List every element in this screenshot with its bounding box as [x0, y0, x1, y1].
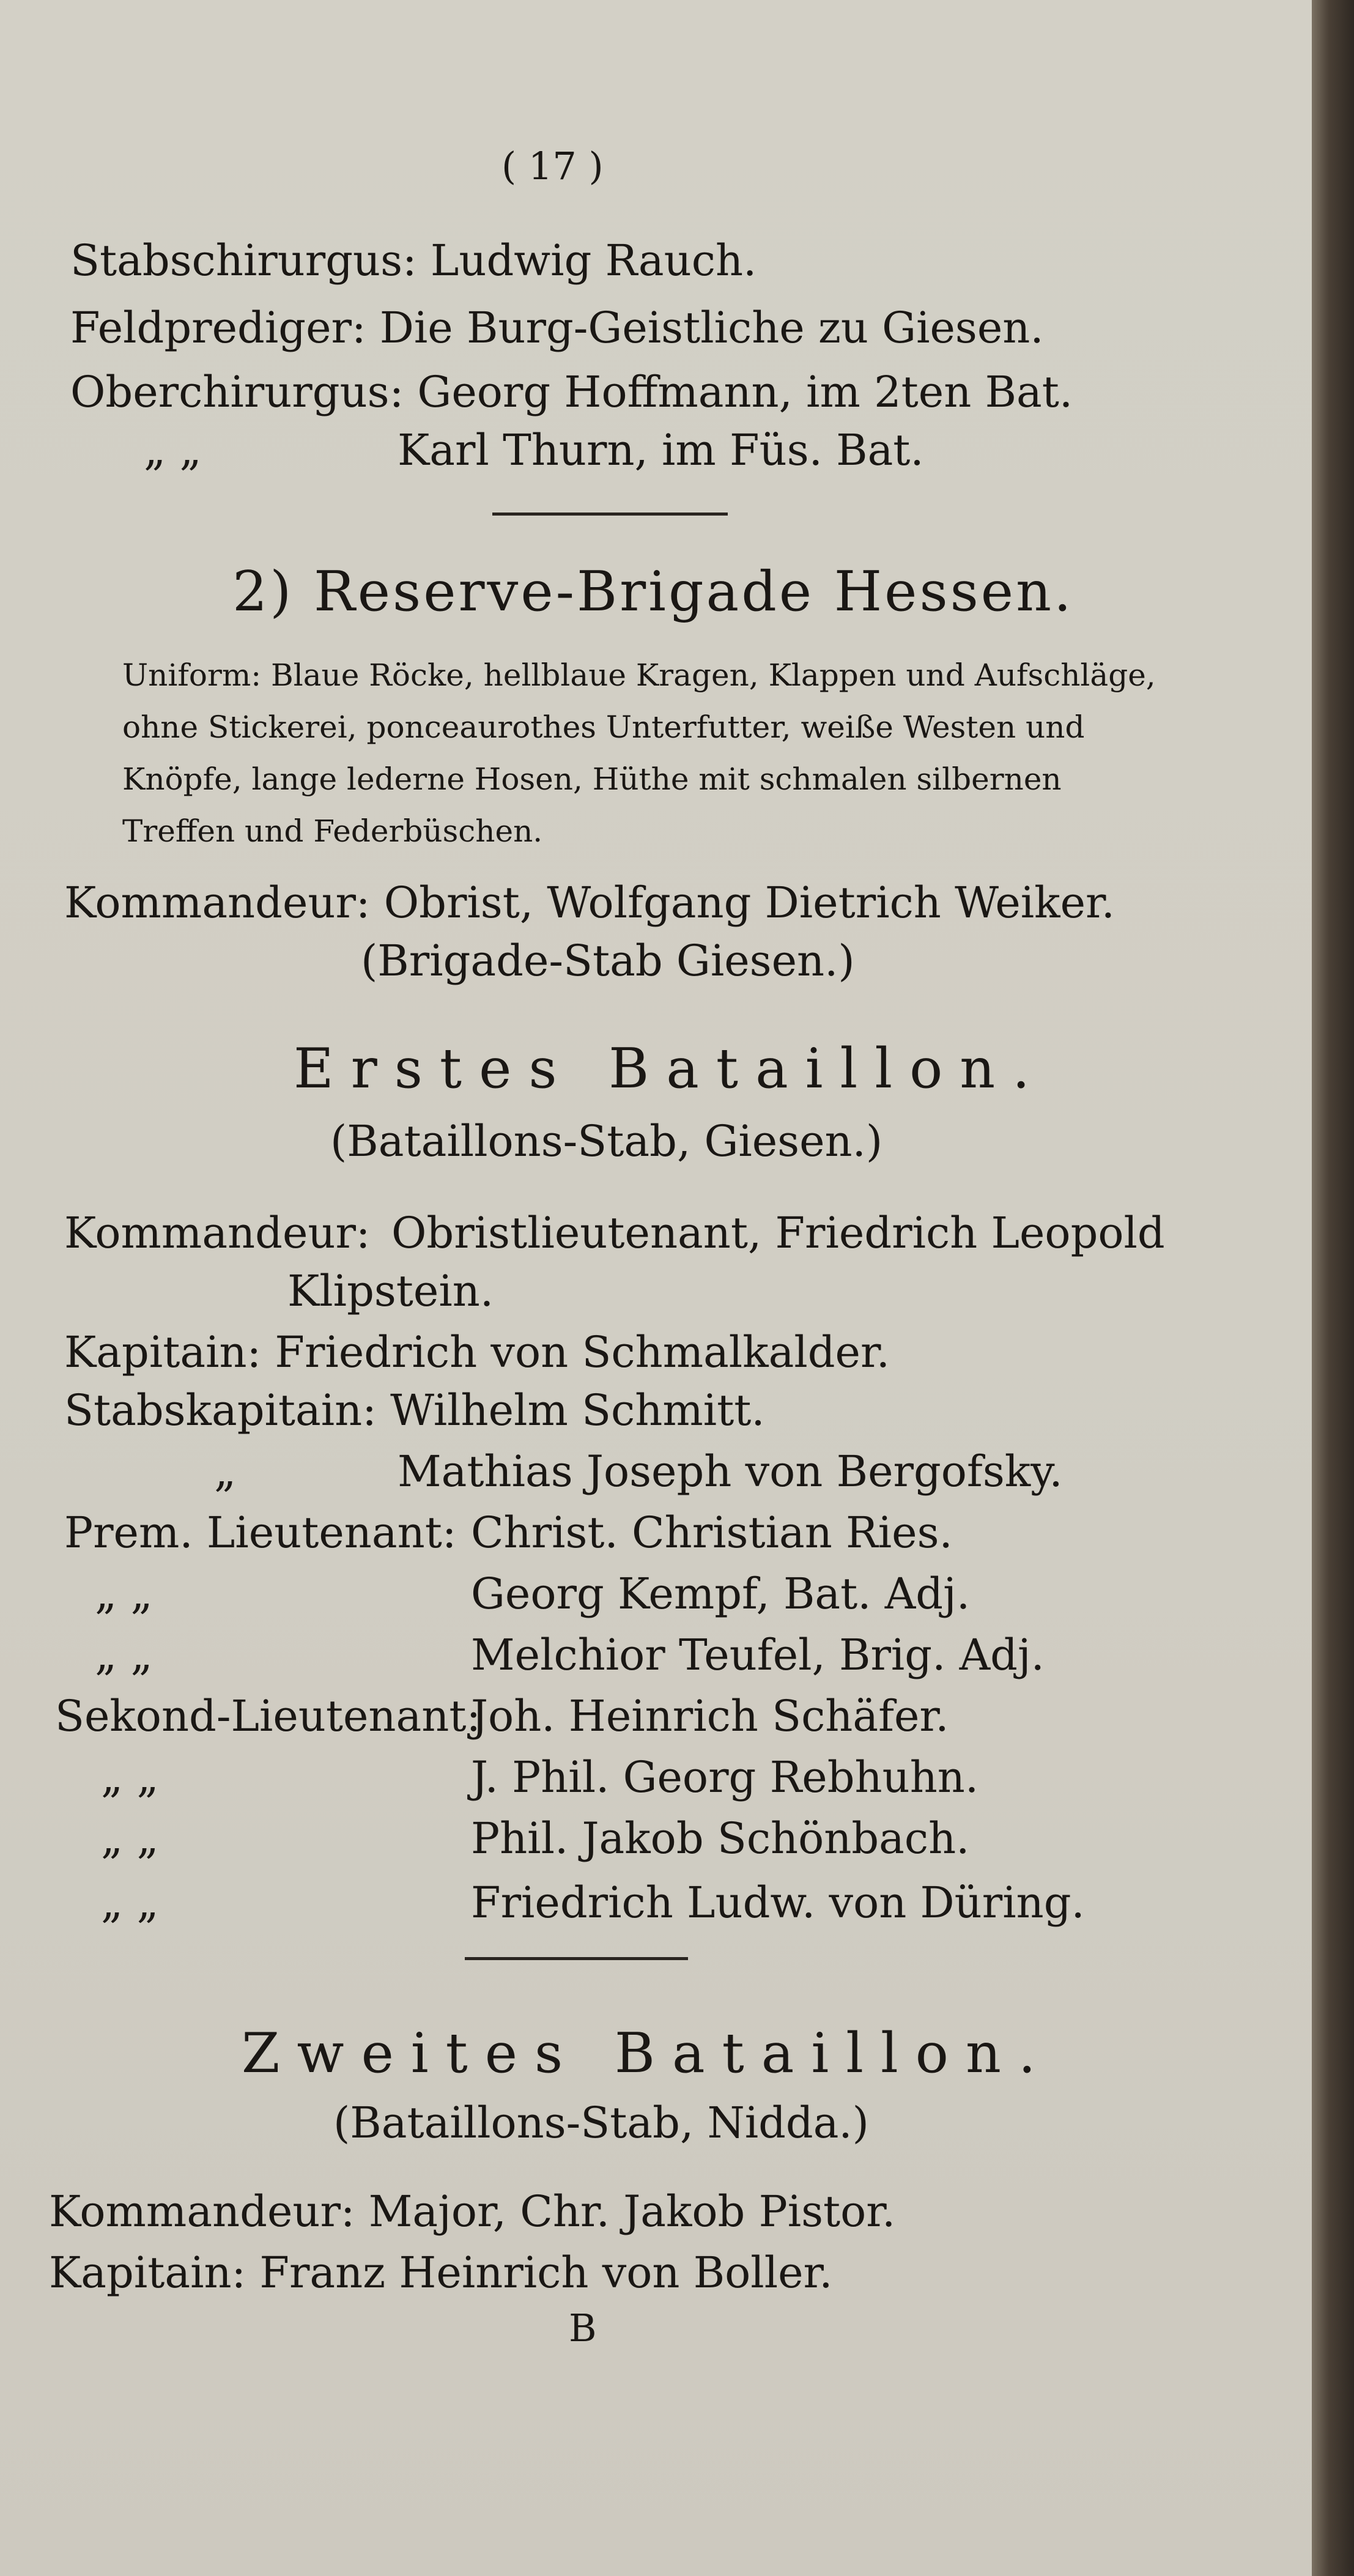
ditto-mark: „ [214, 1446, 237, 1497]
brigade-staff: (Brigade-Stab Giesen.) [361, 936, 855, 986]
battalion-2-commander: Kommandeur: Major, Chr. Jakob Pistor. [49, 2186, 896, 2237]
staff-line-3: Oberchirurgus: Georg Hoffmann, im 2ten Bat. [70, 367, 1073, 417]
battalion-1-staff: (Bataillons-Stab, Giesen.) [330, 1116, 883, 1166]
battalion-2-kapitain: Kapitain: Franz Heinrich von Boller. [49, 2248, 833, 2298]
ditto-marks: „ „ [101, 1813, 159, 1864]
battalion-1-commander-label: Kommandeur: [64, 1208, 371, 1258]
prem-lieutenant-2: Georg Kempf, Bat. Adj. [471, 1569, 971, 1619]
battalion-1-commander-cont: Klipstein. [287, 1266, 494, 1316]
battalion-2-heading: Zweites Bataillon. [242, 2021, 1053, 2086]
battalion-2-staff: (Bataillons-Stab, Nidda.) [333, 2098, 869, 2148]
uniform-line-4: Treffen und Federbüschen. [122, 813, 543, 849]
sekond-lieutenant-1: Joh. Heinrich Schäfer. [471, 1691, 949, 1741]
prem-lieutenant-1: Christ. Christian Ries. [471, 1508, 953, 1558]
sekond-lieutenant-4: Friedrich Ludw. von Düring. [471, 1878, 1085, 1928]
battalion-1-heading: Erstes Bataillon. [294, 1037, 1047, 1101]
ditto-marks: „ „ [95, 1569, 153, 1619]
page-number: ( 17 ) [501, 144, 604, 188]
sekond-lieutenant-2: J. Phil. Georg Rebhuhn. [471, 1752, 979, 1802]
divider-rule [492, 513, 728, 516]
uniform-line-1: Uniform: Blaue Röcke, hellblaue Kragen, Klappen und Aufschläge, [122, 657, 1156, 693]
sekond-lieutenant-3: Phil. Jakob Schönbach. [471, 1813, 970, 1864]
prem-lieutenant-3: Melchior Teufel, Brig. Adj. [471, 1630, 1045, 1680]
ditto-marks: „ „ [101, 1878, 159, 1928]
battalion-1-stabskapitain: Stabskapitain: Wilhelm Schmitt. [64, 1385, 765, 1435]
catchword: B [569, 2306, 597, 2350]
brigade-commander: Kommandeur: Obrist, Wolfgang Dietrich Weiker. [64, 878, 1115, 928]
uniform-line-3: Knöpfe, lange lederne Hosen, Hüthe mit schmalen silbernen [122, 761, 1062, 797]
ditto-marks: „ „ [101, 1752, 159, 1802]
staff-line-4-marks: „ „ [144, 425, 202, 475]
divider-rule [465, 1957, 688, 1960]
battalion-1-stabskapitain-2: Mathias Joseph von Bergofsky. [398, 1446, 1063, 1497]
staff-line-2: Feldprediger: Die Burg-Geistliche zu Giesen. [70, 303, 1044, 353]
battalion-1-kapitain: Kapitain: Friedrich von Schmalkalder. [64, 1327, 890, 1377]
book-binding-edge [1312, 0, 1354, 2576]
staff-line-1: Stabschirurgus: Ludwig Rauch. [70, 235, 757, 286]
uniform-line-2: ohne Stickerei, ponceaurothes Unterfutter, weiße Westen und [122, 709, 1085, 745]
sekond-lieutenant-label: Sekond-Lieutenant: [55, 1691, 481, 1741]
staff-line-4: Karl Thurn, im Füs. Bat. [398, 425, 924, 475]
brigade-heading: 2) Reserve-Brigade Hessen. [232, 560, 1074, 624]
ditto-marks: „ „ [95, 1630, 153, 1680]
battalion-1-commander: Obristlieutenant, Friedrich Leopold [391, 1208, 1165, 1258]
prem-lieutenant-label: Prem. Lieutenant: [64, 1508, 457, 1558]
